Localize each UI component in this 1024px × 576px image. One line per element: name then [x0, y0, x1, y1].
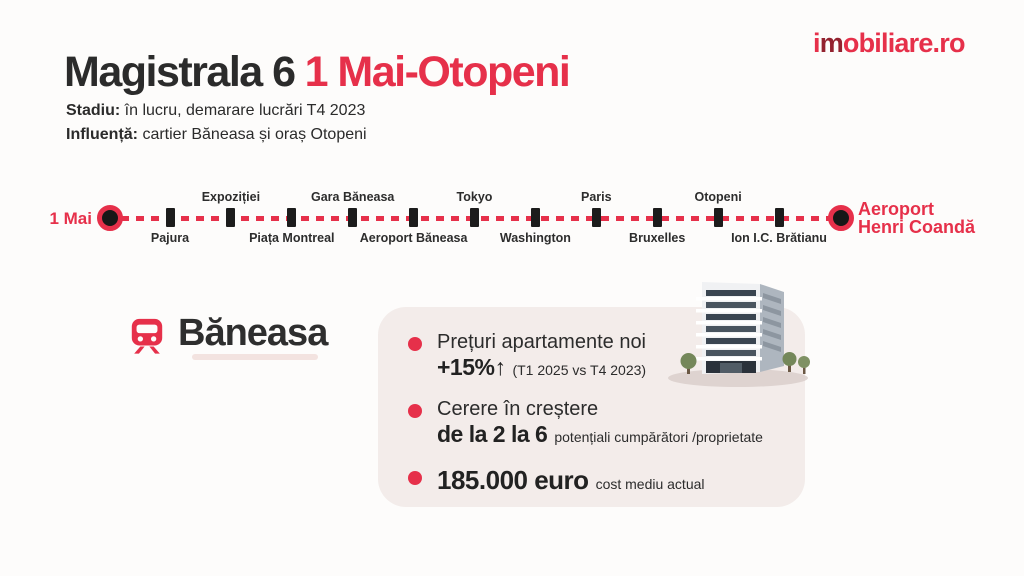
station-label: Expoziției: [201, 190, 261, 204]
station-tick: [531, 208, 540, 227]
station-label: Washington: [499, 231, 571, 245]
stat-highlight: +15%↑: [437, 354, 506, 380]
stat-item: [408, 465, 785, 495]
station-tick: [592, 208, 601, 227]
district-name: Băneasa: [178, 312, 328, 354]
district-underline: [192, 354, 318, 360]
stat-note: (T1 2025 vs T4 2023): [512, 362, 647, 378]
station-tick: [409, 208, 418, 227]
terminus-start-marker: [97, 205, 123, 231]
status-label: Stadiu:: [66, 102, 121, 119]
bullet-dot-icon: [408, 471, 422, 485]
station-label: Gara Băneasa: [310, 190, 395, 204]
influence-line: [66, 126, 367, 144]
status-value: în lucru, demarare lucrări T4 2023: [120, 102, 366, 119]
influence-value: cartier Băneasa și oraș Otopeni: [138, 126, 367, 143]
apartment-building-illustration: [660, 278, 820, 390]
station-label: Ion I.C. Brătianu: [731, 231, 827, 245]
district-heading: [128, 312, 327, 355]
station-tick: [775, 208, 784, 227]
bullet-dot-icon: [408, 337, 422, 351]
title-accent: 1 Mai-Otopeni: [304, 48, 570, 96]
status-line: [66, 102, 365, 120]
station-tick: [470, 208, 479, 227]
terminus-end-label-line1: Aeroport: [858, 199, 934, 219]
station-label: Piața Montreal: [249, 231, 335, 245]
stat-highlight: 185.000 euro: [437, 465, 589, 495]
metro-train-icon: [128, 317, 166, 355]
page-title: [64, 48, 569, 97]
station-tick: [226, 208, 235, 227]
station-label: Otopeni: [694, 190, 742, 204]
title-primary: Magistrala 6: [64, 48, 295, 96]
station-tick: [348, 208, 357, 227]
logo-text-i: i: [813, 28, 820, 58]
influence-label: Influență:: [66, 126, 138, 143]
bullet-dot-icon: [408, 404, 422, 418]
logo-text-rest: obiliare.ro: [842, 28, 965, 58]
imobiliare-logo: [813, 28, 965, 59]
stat-note: cost mediu actual: [595, 476, 705, 492]
terminus-end-marker: [828, 205, 854, 231]
station-tick: [653, 208, 662, 227]
stat-highlight: de la 2 la 6: [437, 421, 548, 447]
station-label: Tokyo: [456, 190, 493, 204]
station-label: Paris: [581, 190, 612, 204]
terminus-start-label: 1 Mai: [49, 209, 92, 228]
stat-item: [408, 398, 785, 448]
stat-intro: Cerere în creștere: [437, 398, 599, 420]
stat-note: potențiali cumpărători /proprietate: [554, 429, 763, 445]
logo-house-m-icon: m: [819, 28, 843, 58]
station-tick: [166, 208, 175, 227]
station-label: Pajura: [150, 231, 190, 245]
station-label: Aeroport Băneasa: [359, 231, 468, 245]
station-label: Bruxelles: [629, 231, 686, 245]
terminus-end-label-line2: Henri Coandă: [858, 217, 976, 237]
station-tick: [287, 208, 296, 227]
terminus-end-label: [858, 200, 975, 236]
stat-intro: Prețuri apartamente noi: [437, 331, 647, 353]
station-tick: [714, 208, 723, 227]
